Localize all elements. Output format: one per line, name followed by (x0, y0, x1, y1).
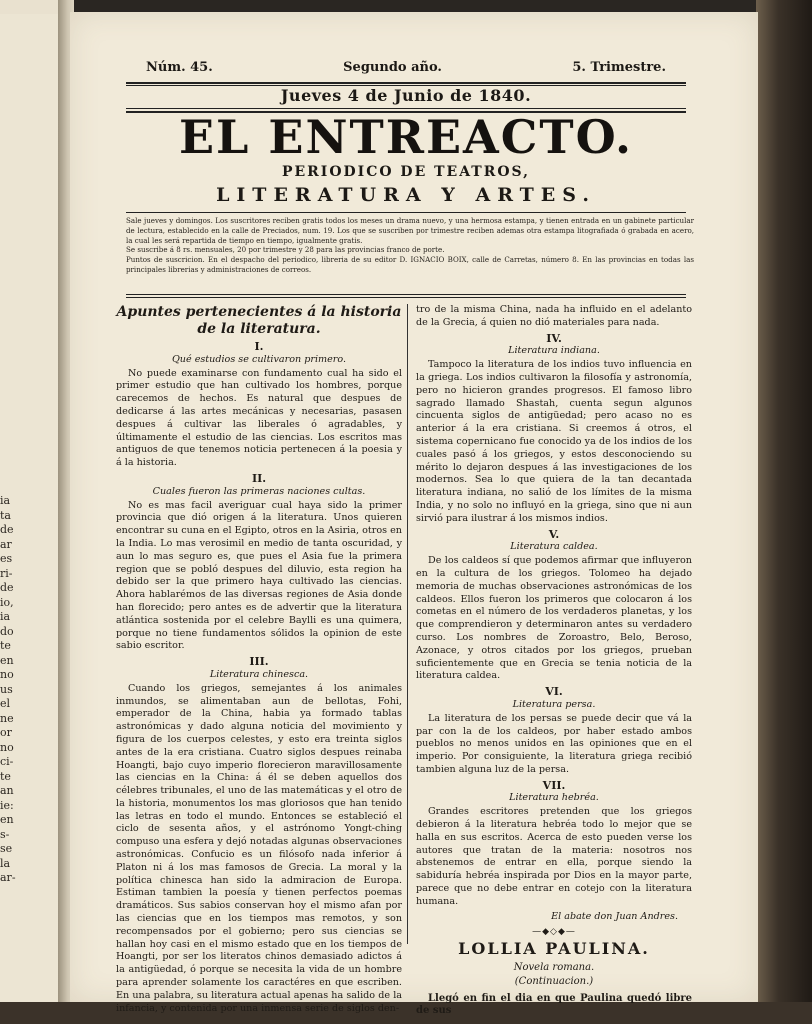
previous-page-fragment: ar- (0, 871, 16, 884)
previous-page-fragment: ci- (0, 755, 14, 768)
previous-page-fragment: el (0, 697, 11, 710)
section-number: III. (249, 655, 269, 669)
previous-page-fragment: ri- (0, 566, 13, 580)
section-text: Tampoco la literatura de los indios tuvo influencia en la griega. Los indios cultivaron la filosofía y astronomía, pero no hicieron grandes progresos. El famoso libro sagrado llamado Shastah, cuenta segun algunos cincuenta siglos de antigüedad; pero acaso no es anterior á la era cristiana. Si creemos á otros, el sistema copernicano fue conocido ya de los indios de los cuales pasó á los griegos, y estos desconociendo su mérito lo dejaron despues á las investigaciones de los modernos. Sea lo que quiera de la tan decantada literatura indiana, no salió de los límites de la misma India, y no solo no influyó en la griega, sino que ni aun sirvió para ilustrar á los mismos indios. (416, 359, 692, 524)
masthead-subtitle: PERIODICO DE TEATROS, (281, 164, 531, 180)
previous-page-fragment: es (0, 552, 13, 565)
previous-page-fragment: an (0, 784, 14, 797)
section-title: Literatura persa. (512, 698, 596, 710)
section-title: Literatura caldea. (510, 541, 598, 553)
section-title: Literatura hebréa. (509, 792, 599, 804)
section-text: De los caldeos sí que podemos afirmar que influyeron en la cultura de los griegos. Tolomeo ha dejado memoria de muchas observaciones astronómicas de los caldeos. Ellos fueron los primeros que colocaron á los cometas en el número de los verdaderos planetas, y los que comprendieron y determinaron antes su verdadero curso. Los nombres de Zoroastro, Belo, Beroso, Azonace, y otros citados por los griegos, prueban suficientemente que en Grecia se tenia noticia de la literatura caldea. (416, 555, 692, 682)
previous-page-fragment: no (0, 668, 14, 681)
section-title: Literatura indiana. (508, 345, 600, 357)
section-number: IV. (546, 331, 562, 345)
issue-quarter: 5. Trimestre. (572, 60, 666, 75)
section-text: No puede examinarse con fundamento cual ha sido el primer estudio que han cultivado los hombres, porque carecemos de hechos. Es natural que despues de dedicarse á las artes mecánicas y necesarias, pasasen despues á cultivar las liberales ó agradables, y últimamente el estudio de las ciencias. Los escritos mas antiguos de que tenemos noticia pertenecen á la poesia y á la historia. (116, 367, 402, 469)
masthead-subtitle-2: LITERATURA Y ARTES. (216, 184, 596, 206)
previous-page-fragment: ia (0, 494, 11, 507)
notice-paragraph: Se suscribe á 8 rs. mensuales, 20 por trimestre y 28 para las provincias franco de porte. (126, 245, 445, 255)
previous-page-fragment: de (0, 523, 14, 536)
section-number: II. (251, 471, 267, 485)
previous-page-fragment: de (0, 581, 14, 594)
previous-page-fragment: se (0, 842, 13, 855)
issue-year: Segundo año. (343, 60, 442, 75)
previous-page-fragment: ta (0, 508, 11, 522)
previous-page-fragment: no (0, 740, 14, 754)
section-text: Cuando los griegos, semejantes á los animales inmundos, se alimentaban aun de bellotas, Fohi, emperador de la China, habia ya formado tablas astronómicas y dado alguna noticia del movimiento y figura de los cuerpos celestes, y esto era treinta siglos antes de la era cristiana. Cuatro siglos despues reinaba Hoangti, bajo cuyo imperio florecieron maravillosamente las ciencias en la China: á él se deben aquellos dos célebres tribunales, el uno de las matemáticas y el otro de la historia, monumentos los mas gloriosos que han tenido las letras en todo el mundo. Entonces se estableció el ciclo de sesenta años, y el astrónomo Yongt-ching compuso una esfera y dejó notadas algunas observaciones astronómicas. Confucio es un filósofo nada inferior á Platon ni á los mas famosos de Grecia. La moral y la política chinesca han sido la admiracion de Europa. Estiman tambien la poesía y tienen perfectos poemas dramáticos. Sus sabios conservan hoy el mismo afan por las ciencias que en los tiempos mas remotos, y son recompensados por el gobierno; pero sus ciencias se hallan hoy casi en el mismo estado que en los tiempos de Hoangti, por ser los literatos chinos demasiado adictos á la antigüedad, ó porque se necesita la vida de un hombre para aprender solamente los caractéres en que escriben. En una palabra, su literatura actual apenas ha salido de la infancia, y contenida por una inmensa serie de siglos den- (116, 682, 402, 1014)
issue-date: Jueves 4 de Junio de 1840. (280, 86, 532, 105)
novel-continuation: (Continuacion.) (514, 975, 594, 987)
article-heading: Apuntes pertenecientes á la historia de la literatura. (116, 304, 402, 337)
previous-page-fragment: te (0, 769, 11, 783)
previous-page-fragment: do (0, 624, 14, 638)
divider (126, 294, 686, 295)
previous-page-fragment: te (0, 639, 11, 652)
ornament-divider: —◆◇◆— (532, 927, 576, 938)
section-title: Qué estudios se cultivaron primero. (171, 353, 347, 365)
column-right (416, 304, 692, 1018)
notice-paragraph: Puntos de suscricion. En el despacho del periodico, libreria de su editor D. IGNACIO BOIX, calle de Carretas, número 8. En las provincias en todas las principales librerias y administraciones de correos. (126, 255, 694, 274)
divider (126, 82, 686, 84)
previous-page-fragment: ne (0, 711, 14, 725)
novel-first-line: Llegó en fin el dia en que Paulina quedó libre de sus (416, 992, 692, 1017)
issue-number: Núm. 45. (146, 60, 213, 75)
subscription-notice (126, 216, 694, 275)
section-text: tro de la misma China, nada ha influido en el adelanto de la Grecia, á quien no dió materiales para nada. (416, 304, 692, 328)
section-number: VI. (545, 685, 563, 699)
previous-page-fragment: la (0, 856, 11, 870)
issue-meta-row (146, 60, 666, 75)
previous-page-fragment: ar (0, 537, 12, 551)
section-number: V. (548, 527, 560, 541)
column-left (116, 304, 402, 1015)
section-number: I. (254, 340, 264, 353)
previous-page-fragment: ie: (0, 798, 14, 812)
previous-page-strip (0, 14, 60, 1004)
previous-page-fragment: en (0, 813, 14, 826)
book-edge-right (756, 0, 812, 1024)
section-text: No es mas facil averiguar cual haya sido la primer provincia que dió origen á la literatura. Unos quieren encontrar su cuna en el Egipto, otros en la Asiria, otros en la India. Lo mas verosimil en medio de tanta oscuridad, y aun lo mas seguro es, que pues el Asia fue la primera region que se pobló despues del diluvio, esta region ha debido ser la que primero haya cultivado las ciencias. Ahora hablarémos de las diversas regiones de Asia donde han florecido; pero antes es de advertir que la literatura atlántica sostenida por el celebre Baylli es una quimera, porque no tiene fundamentos sólidos la opinion de este sabio escritor. (116, 499, 402, 652)
article-signature: El abate don Juan Andres. (551, 910, 678, 922)
column-divider (407, 304, 408, 944)
divider (126, 297, 686, 298)
previous-page-fragment: io, (0, 595, 14, 609)
divider (126, 212, 686, 213)
novel-title: LOLLIA PAULINA. (458, 939, 650, 959)
previous-page-fragment: or (0, 726, 12, 739)
newspaper-page (70, 12, 758, 1017)
novel-genre: Novela romana. (513, 962, 595, 974)
previous-page-fragment: en (0, 653, 14, 667)
section-text: Grandes escritores pretenden que los griegos debieron á la literatura hebréa todo lo mejor que se halla en sus escritos. Acerca de esto pueden verse los autores que tratan de la materia: nosotros nos abstenemos de entrar en ella, porque siendo la sabiduría hebréa inspirada por Dios en la mayor parte, parece que no debe entrar en cotejo con la literatura humana. (416, 806, 692, 907)
previous-page-fragment: us (0, 682, 13, 696)
divider (126, 108, 686, 109)
section-title: Cuales fueron las primeras naciones cultas. (152, 485, 366, 497)
previous-page-fragment: ia (0, 610, 11, 623)
section-number: VII. (542, 778, 566, 792)
previous-page-text-fragments (0, 494, 14, 886)
previous-page-fragment: s- (0, 827, 10, 841)
masthead-title: EL ENTREACTO. (179, 110, 633, 164)
section-title: Literatura chinesca. (209, 668, 309, 680)
section-text: La literatura de los persas se puede decir que vá la par con la de los caldeos, por haber estado ambos pueblos no menos unidos en las opiniones que en el imperio. Por consiguiente, la literatura griega recibió tambien alguna luz de la persa. (416, 712, 692, 775)
notice-paragraph: Sale jueves y domingos. Los suscritores reciben gratis todos los meses un drama nuevo, y una hermosa estampa, y tienen entrada en un gabinete particular de lectura, establecido en la calle de Preciados, num. 19. Los que se suscriben por trimestre reciben ademas otra estampa litografiada ó grabada en acero, la cual les será repartida de tiempo en tiempo, igualmente gratis. (126, 216, 694, 245)
